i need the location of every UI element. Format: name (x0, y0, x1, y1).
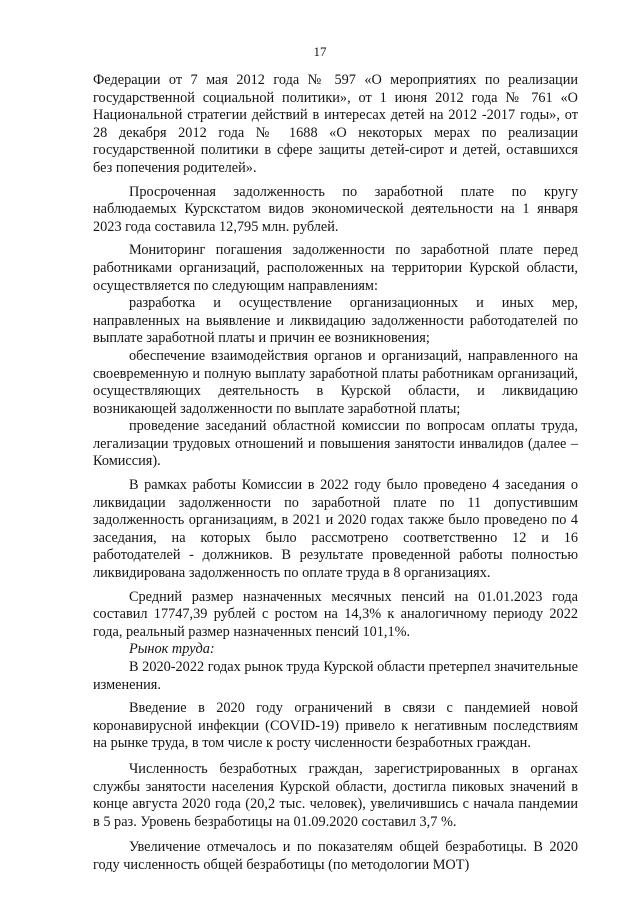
paragraph-monitoring-intro: Мониторинг погашения задолженности по заработной плате перед работниками организаций, расположенных на территории Курской области, осуществляется по следующим направлениям: (93, 242, 578, 294)
paragraph-registered-unemployed: Численность безработных граждан, зарегистрированных в органах службы занятости населения Курской области, достигла пиковых значений в конце августа 2020 года (20,2 тыс. человек), увеличившись с начала пандемии в 5 раз. Уровень безработицы на 01.09.2020 составил 3,7 %. (93, 760, 578, 830)
paragraph-direction-cooperation: обеспечение взаимодействия органов и организаций, направленного на своевременную и полную выплату заработной платы работникам организаций, осуществляющих деятельность в Курской области, и ликвидацию возникающей задолженности по выплате заработной платы; (93, 347, 578, 417)
section-heading-labor-market: Рынок труда: (129, 641, 215, 658)
page-number: 17 (313, 44, 327, 59)
paragraph-direction-measures: разработка и осуществление организационных и иных мер, направленных на выявление и ликвидацию задолженности работодателей по выплате заработной платы и причин ее возникновения; (93, 295, 578, 347)
paragraph-labor-market-changes: В 2020-2022 годах рынок труда Курской области претерпел значительные изменения. (93, 659, 578, 693)
paragraph-average-pension: Средний размер назначенных месячных пенсий на 01.01.2023 года составил 17747,39 рублей с ростом на 14,3% к аналогичному периоду 2022 года, реальный размер назначенных пенсий 101,1%. (93, 588, 578, 640)
document-body (93, 72, 578, 875)
paragraph-commission-results: В рамках работы Комиссии в 2022 году было проведено 4 заседания о ликвидации задолженности по заработной плате по 11 допустившим задолженность организациям, в 2021 и 2020 годах также было проведено по 4 заседания, на которых было рассмотрено соответственно 12 и 16 работодателей - должников. В результате проведенной работы полностью ликвидирована задолженность по оплате труда в 8 организациях. (93, 477, 578, 582)
paragraph-direction-commission: проведение заседаний областной комиссии по вопросам оплаты труда, легализации трудовых отношений и повышения занятости инвалидов (далее – Комиссия). (93, 418, 578, 470)
paragraph-overdue-wage-debt: Просроченная задолженность по заработной плате по кругу наблюдаемых Курскстатом видов экономической деятельности на 1 января 2023 года составила 12,795 млн. рублей. (93, 183, 578, 235)
paragraph-decrees-continuation: Федерации от 7 мая 2012 года № 597 «О мероприятиях по реализации государственной социальной политики», от 1 июня 2012 года № 761 «О Национальной стратегии действий в интересах детей на 2012 -2017 годы», от 28 декабря 2012 года № 1688 «О некоторых мерах по реализации государственной политики в сфере защиты детей-сирот и детей, оставшихся без попечения родителей». (93, 72, 578, 176)
paragraph-covid-impact: Введение в 2020 году ограничений в связи с пандемией новой коронавирусной инфекции (COVID-19) привело к негативным последствиям на рынке труда, в том числе к росту численности безработных граждан. (93, 700, 578, 752)
paragraph-total-unemployment: Увеличение отмечалось и по показателям общей безработицы. В 2020 году численность общей безработицы (по методологии МОТ) (93, 839, 578, 873)
